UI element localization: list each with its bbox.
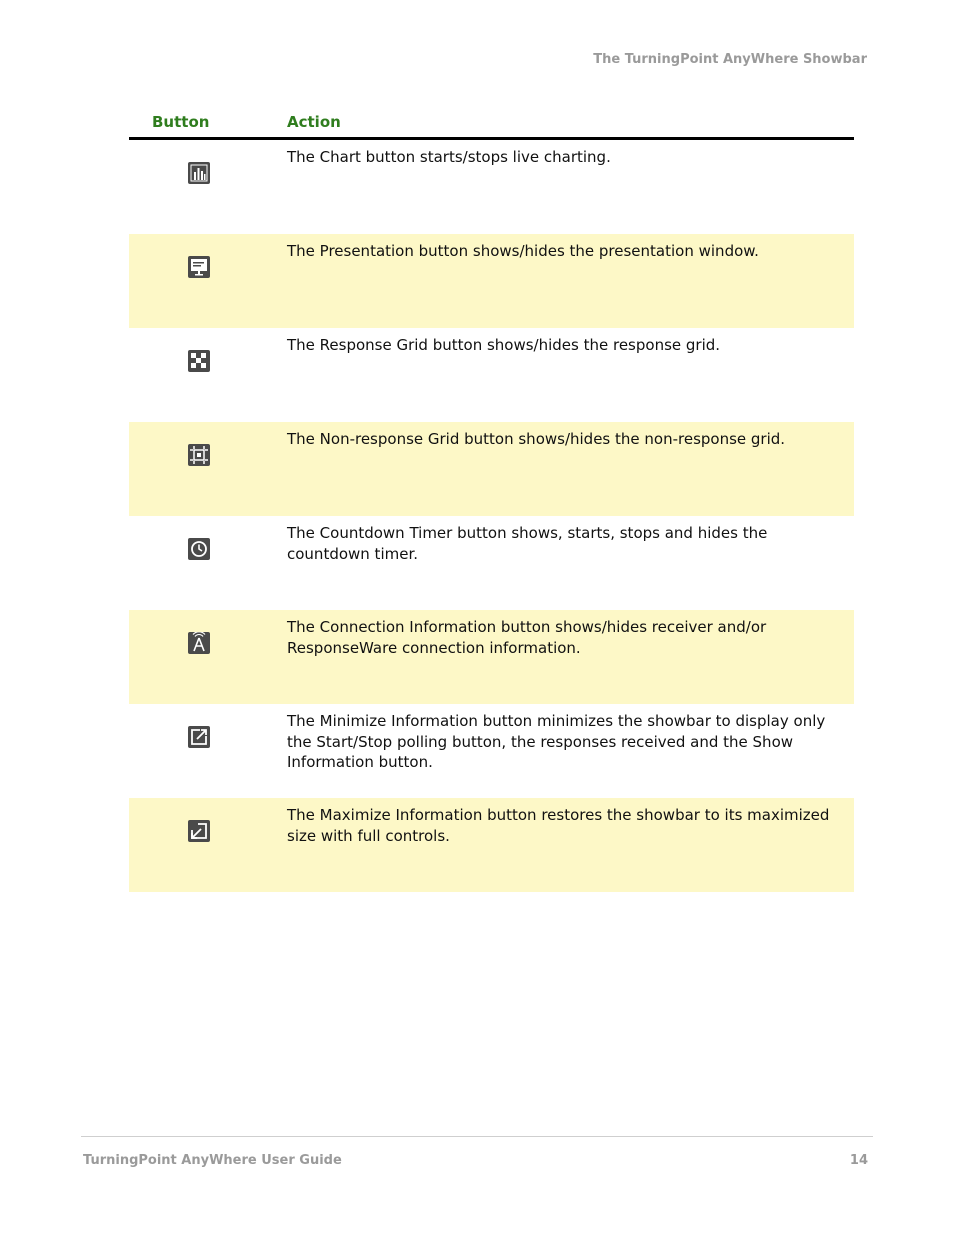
action-text: The Connection Information button shows/hides receiver and/or ResponseWare connection information. xyxy=(287,618,767,657)
running-header: The TurningPoint AnyWhere Showbar xyxy=(593,52,867,67)
countdown-timer-icon xyxy=(188,538,210,560)
table-row xyxy=(129,704,854,798)
table-row xyxy=(129,516,854,610)
non-response-grid-icon xyxy=(188,444,210,466)
footer-guide-title: TurningPoint AnyWhere User Guide xyxy=(83,1153,342,1168)
table-row xyxy=(129,234,854,328)
chart-icon xyxy=(188,162,210,184)
table-row xyxy=(129,610,854,704)
action-text: The Countdown Timer button shows, starts, stops and hides the countdown timer. xyxy=(287,524,768,563)
action-text: The Chart button starts/stops live charting. xyxy=(287,148,611,166)
button-action-table xyxy=(129,112,854,892)
action-text: The Presentation button shows/hides the presentation window. xyxy=(287,242,759,260)
table-header xyxy=(129,112,854,140)
minimize-icon xyxy=(188,726,210,748)
action-text: The Response Grid button shows/hides the response grid. xyxy=(287,336,721,354)
column-header-action: Action xyxy=(287,113,341,131)
connection-information-icon xyxy=(188,632,210,654)
action-text: The Maximize Information button restores the showbar to its maximized size with full controls. xyxy=(287,806,830,845)
table-row xyxy=(129,422,854,516)
footer-divider xyxy=(81,1136,873,1137)
column-header-button: Button xyxy=(152,113,210,131)
table-row xyxy=(129,140,854,234)
page-number: 14 xyxy=(849,1153,868,1168)
presentation-icon xyxy=(188,256,210,278)
table-row xyxy=(129,798,854,892)
table-row xyxy=(129,328,854,422)
response-grid-icon xyxy=(188,350,210,372)
action-text: The Minimize Information button minimizes the showbar to display only the Start/Stop polling button, the responses received and the Show Information button. xyxy=(287,712,826,771)
action-text: The Non-response Grid button shows/hides the non-response grid. xyxy=(287,430,786,448)
maximize-icon xyxy=(188,820,210,842)
